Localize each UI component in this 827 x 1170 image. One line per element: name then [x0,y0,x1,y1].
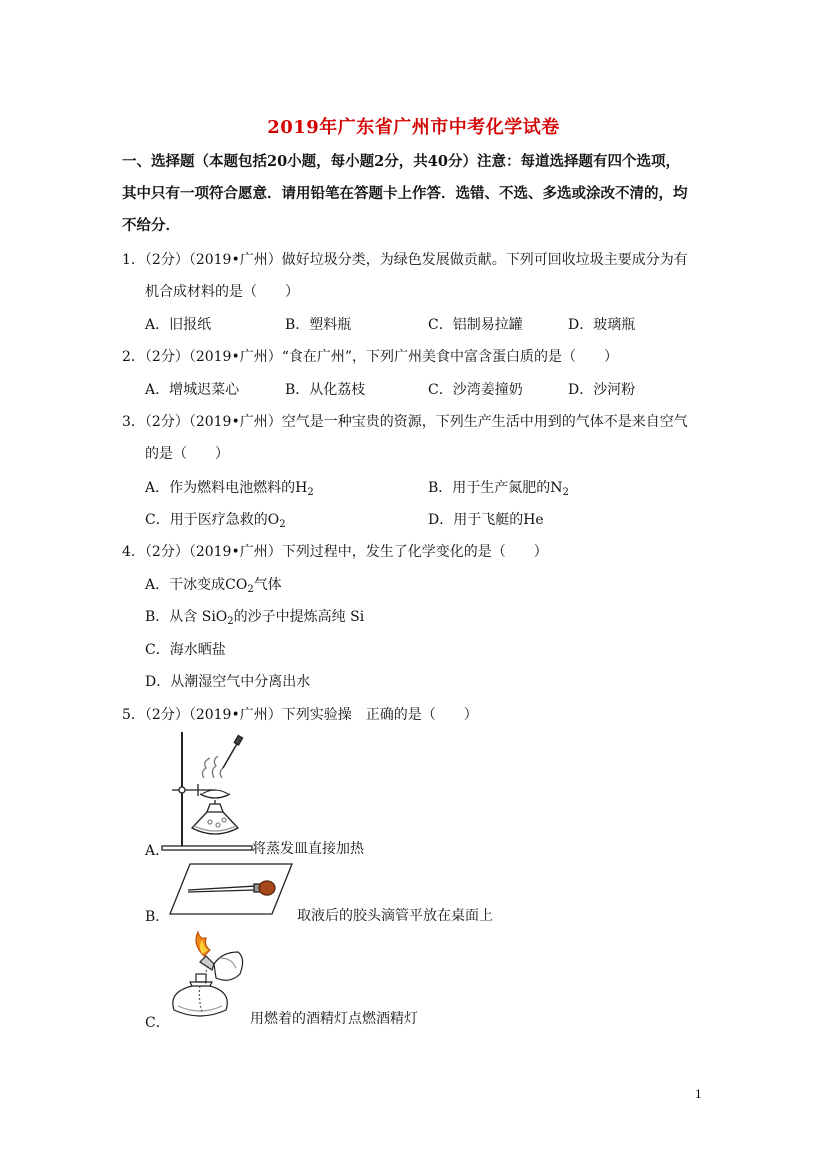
question-3-option-d: D．用于飞艇的He [428,512,544,528]
subscript: 2 [562,487,569,498]
page-title: 2019年广东省广州市中考化学试卷 [267,117,560,138]
question-1-option-c: C．铝制易拉罐 [428,317,523,333]
section-instruction-line2: 其中只有一项符合愿意．请用铅笔在答题卡上作答．选错、不选、多选或涂改不清的，均 [122,185,688,202]
question-3-option-a: A．作为燃料电池燃料的$H_2$ [145,480,314,498]
question-3-stem-line2: 的是（ ） [145,446,229,462]
question-2-option-b: B．从化荔枝 [285,382,366,398]
subscript: 2 [227,616,234,627]
question-1-option-b: B．塑料瓶 [285,317,352,333]
question-4-option-b: B．从含 SiO$_2$的沙子中提炼高纯 Si [145,609,365,627]
question-4-option-a: A．干冰变成$CO_2$气体 [145,577,282,595]
section-instruction-line3: 不给分． [122,217,180,234]
question-5-option-c-text: 用燃着的酒精灯点燃酒精灯 [250,1011,418,1027]
subscript: 2 [307,487,314,498]
dropper-on-table-figure [168,862,294,916]
question-4-stem: 4．（2分）（2019•广州）下列过程中，发生了化学变化的是（ ） [122,544,548,560]
question-2-option-a: A．增城迟菜心 [145,382,240,398]
subscript: 2 [247,584,254,595]
question-5-option-b-text: 取液后的胶头滴管平放在桌面上 [297,908,493,924]
question-2-option-c: C．沙湾姜撞奶 [428,382,523,398]
alcohol-lamp-ignition-figure [160,928,250,1024]
question-5-option-a-letter: A． [145,843,170,859]
question-5-option-b-letter: B． [145,909,170,925]
evaporating-dish-heating-figure [160,728,256,852]
question-1-stem-line1: 1．（2分）（2019•广州）做好垃圾分类，为绿色发展做贡献。下列可回收垃圾主要成分为有 [122,252,688,268]
question-1-option-a: A．旧报纸 [145,317,212,333]
question-3-stem-line1: 3．（2分）（2019•广州）空气是一种宝贵的资源，下列生产生活中用到的气体不是来自空气 [122,414,688,430]
question-2-option-d: D．沙河粉 [568,382,636,398]
question-5-stem: 5．（2分）（2019•广州）下列实验操 正确的是（ ） [122,707,478,723]
question-4-option-d: D．从潮湿空气中分离出水 [145,674,311,690]
section-instruction-line1: 一、选择题（本题包括20小题，每小题2分，共40分）注意：每道选择题有四个选项， [122,153,680,170]
question-1-option-d: D．玻璃瓶 [568,317,636,333]
question-3-option-c: C．用于医疗急救的$O_2$ [145,512,286,530]
subscript: 2 [279,519,286,530]
question-5-option-c-letter: C． [145,1015,170,1031]
question-2-stem: 2．（2分）（2019•广州）“食在广州”，下列广州美食中富含蛋白质的是（ ） [122,349,619,365]
question-1-stem-line2: 机合成材料的是（ ） [145,284,299,300]
question-5-option-a-text: 将蒸发皿直接加热 [252,841,364,857]
question-4-option-c: C．海水晒盐 [145,642,226,658]
question-3-option-b: B．用于生产氮肥的$N_2$ [428,480,569,498]
page-number: 1 [695,1088,702,1101]
